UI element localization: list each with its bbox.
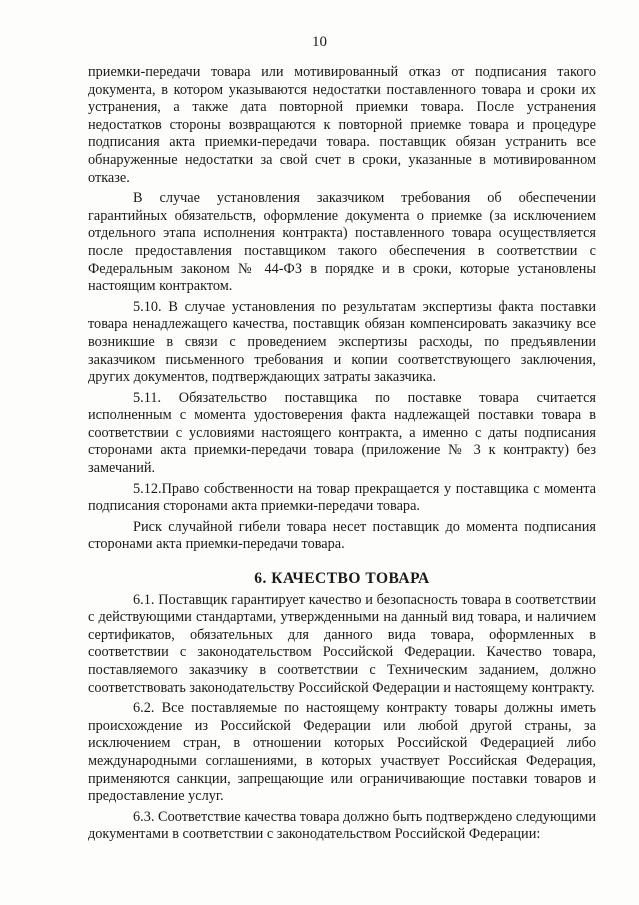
page-number: 10 <box>312 34 327 50</box>
paragraph-5-10: 5.10. В случае установления по результатам экспертизы факта поставки товара ненадлежащего качества, поставщик обязан компенсировать заказчику все возникшие в связи с проведением экспертизы расходы, по предъявлении заказчиком письменного требования и копии соответствующего заключения, других документов, подтверждающих затраты заказчика. <box>88 298 596 386</box>
paragraph-warranty-security: В случае установления заказчиком требования об обеспечении гарантийных обязательств, оформление документа о приемке (за исключением отдельного этапа исполнения контракта) поставленного товара осуществляется после предоставления поставщиком такого обеспечения в соответствии с Федеральным законом № 44-ФЗ в порядке и в сроки, которые установлены настоящим контрактом. <box>88 190 596 295</box>
paragraph-risk-of-loss: Риск случайной гибели товара несет поставщик до момента подписания сторонами акта приемки-передачи товара. <box>88 518 596 553</box>
document-body <box>88 64 596 847</box>
paragraph-5-11: 5.11. Обязательство поставщика по поставке товара считается исполненным с момента удостоверения факта надлежащей поставки товара в соответствии с условиями настоящего контракта, а именно с даты подписания сторонами акта приемки-передачи товара (приложение № 3 к контракту) без замечаний. <box>88 389 596 477</box>
paragraph-5-12: 5.12.Право собственности на товар прекращается у поставщика с момента подписания сторонами акта приемки-передачи товара. <box>88 480 596 515</box>
paragraph-6-1: 6.1. Поставщик гарантирует качество и безопасность товара в соответствии с действующими стандартами, утвержденными на данный вид товара, и наличием сертификатов, обязательных для данного вида товара, оформленных в соответствии с законодательством Российской Федерации. Качество товара, поставляемого заказчику в соответствии с Техническим заданием, должно соответствовать законодательству Российской Федерации и настоящему контракту. <box>88 591 596 696</box>
paragraph-6-3: 6.3. Соответствие качества товара должно быть подтверждено следующими документами в соответствии с законодательством Российской Федерации: <box>88 808 596 843</box>
paragraph-6-2: 6.2. Все поставляемые по настоящему контракту товары должны иметь происхождение из Российской Федерации или любой другой страны, за исключением стран, в отношении которых Российской Федерацией либо международными соглашениями, в которых участвует Российская Федерация, применяются санкции, запрещающие или ограничивающие поставки товаров и предоставление услуг. <box>88 700 596 805</box>
paragraph-acceptance-continuation: приемки-передачи товара или мотивированный отказ от подписания такого документа, в котором указываются недостатки поставленного товара и сроки их устранения, а также дата повторной приемки товара. После устранения недостатков стороны возвращаются к повторной приемке товара и процедуре подписания акта приемки-передачи товара. поставщик обязан устранить все обнаруженные недостатки за свой счет в сроки, указанные в мотивированном отказе. <box>88 64 596 186</box>
section-title-quality: 6. КАЧЕСТВО ТОВАРА <box>254 570 430 588</box>
